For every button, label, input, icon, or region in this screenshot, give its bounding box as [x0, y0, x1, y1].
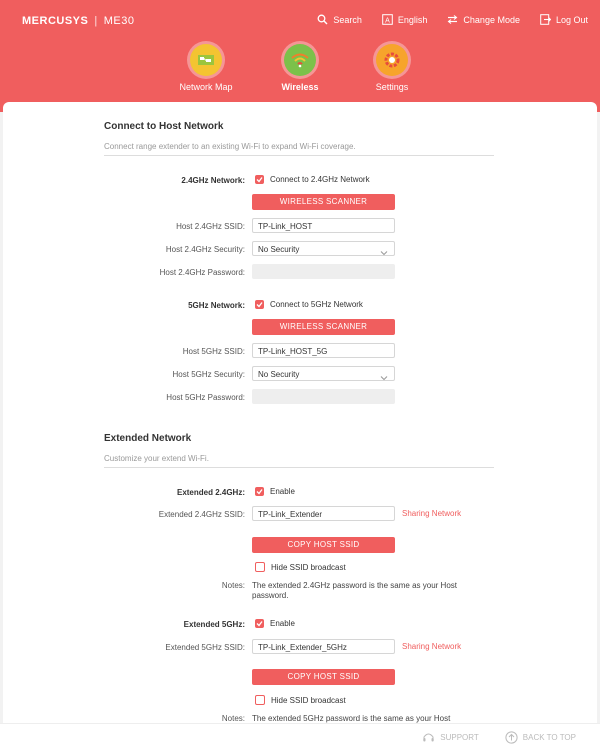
host-24-connect-label: Connect to 2.4GHz Network — [270, 175, 370, 184]
extended-5-notes-label: Notes: — [221, 714, 245, 723]
extended-section-subtitle: Customize your extend Wi-Fi. — [104, 454, 209, 463]
checkbox-checked-icon — [255, 487, 264, 496]
extended-24-enable-label: Enable — [270, 487, 295, 496]
extended-5-notes-text: The extended 5GHz password is the same as your Host — [252, 714, 451, 723]
extended-24-label: Extended 2.4GHz: — [176, 488, 245, 497]
brand-logo — [22, 15, 134, 27]
checkbox-checked-icon — [255, 300, 264, 309]
host-5-security-select[interactable] — [252, 366, 395, 381]
host-5-ssid-label: Host 5GHz SSID: — [182, 347, 245, 356]
nav-settings[interactable] — [352, 44, 432, 92]
host-5-network-label: 5GHz Network: — [188, 301, 245, 310]
host-5-connect-label: Connect to 5GHz Network — [270, 300, 363, 309]
host-24-ssid-label: Host 2.4GHz SSID: — [176, 222, 245, 231]
change-mode-label: Change Mode — [463, 14, 520, 25]
nav-wireless-label: Wireless — [281, 82, 319, 92]
nav-network-map[interactable] — [166, 44, 246, 92]
host-5-ssid-input[interactable]: TP-Link_HOST_5G — [252, 343, 395, 358]
checkbox-unchecked-icon — [255, 695, 265, 705]
extended-5-label: Extended 5GHz: — [183, 620, 245, 629]
extended-5-hide-ssid-checkbox[interactable] — [255, 695, 346, 705]
top-links — [317, 14, 588, 25]
headset-icon — [422, 731, 435, 744]
extended-5-ssid-label: Extended 5GHz SSID: — [165, 643, 245, 652]
logout-label: Log Out — [555, 14, 588, 25]
logout-icon — [540, 14, 551, 25]
host-24-password-label: Host 2.4GHz Password: — [159, 268, 245, 277]
extended-24-notes-label: Notes: — [221, 581, 245, 590]
extended-5-copy-host-ssid-button[interactable]: COPY HOST SSID — [252, 669, 395, 685]
host-5-security-value: No Security — [258, 370, 300, 379]
extended-5-ssid-input[interactable]: TP-Link_Extender_5GHz — [252, 639, 395, 654]
host-section-subtitle: Connect range extender to an existing Wi-Fi to expand Wi-Fi coverage. — [104, 142, 356, 151]
extended-24-ssid-input[interactable]: TP-Link_Extender — [252, 506, 395, 521]
host-24-password-input[interactable] — [252, 264, 395, 279]
footer-bar — [0, 723, 600, 751]
checkbox-checked-icon — [255, 619, 264, 628]
language-label: English — [397, 14, 428, 25]
extended-24-enable-checkbox[interactable] — [255, 487, 295, 496]
host-5-password-label: Host 5GHz Password: — [166, 393, 245, 402]
checkbox-unchecked-icon — [255, 562, 265, 572]
chevron-down-icon — [380, 246, 388, 261]
host-24-wireless-scanner-button[interactable]: WIRELESS SCANNER — [252, 194, 395, 210]
host-5-password-input[interactable] — [252, 389, 395, 404]
host-24-ssid-input[interactable]: TP-Link_HOST — [252, 218, 395, 233]
support-link[interactable] — [422, 731, 479, 744]
host-section-title: Connect to Host Network — [104, 121, 224, 132]
header — [0, 0, 600, 112]
logout-link[interactable] — [540, 14, 588, 25]
extended-24-sharing-network-link[interactable]: Sharing Network — [402, 509, 462, 518]
arrow-up-circle-icon — [505, 731, 518, 744]
extended-section-title: Extended Network — [104, 433, 192, 444]
host-24-security-select[interactable] — [252, 241, 395, 256]
search-label: Search — [333, 14, 362, 25]
checkbox-checked-icon — [255, 175, 264, 184]
brand-name: MERCUSYS — [22, 15, 89, 27]
extended-divider — [104, 467, 494, 468]
extended-24-hide-ssid-checkbox[interactable] — [255, 562, 346, 572]
change-mode-link[interactable] — [447, 14, 520, 25]
change-mode-icon — [447, 14, 458, 25]
extended-24-hide-ssid-label: Hide SSID broadcast — [271, 562, 346, 572]
extended-5-sharing-network-link[interactable]: Sharing Network — [402, 642, 462, 651]
back-to-top-link[interactable] — [505, 731, 576, 744]
content-panel — [3, 102, 597, 751]
host-24-security-label: Host 2.4GHz Security: — [165, 245, 245, 254]
wireless-icon — [284, 44, 316, 76]
back-to-top-label: BACK TO TOP — [522, 733, 576, 742]
nav-network-map-label: Network Map — [179, 82, 233, 92]
chevron-down-icon — [380, 371, 388, 386]
host-5-connect-checkbox[interactable] — [255, 300, 363, 309]
model-name: ME30 — [103, 15, 135, 27]
host-24-network-label: 2.4GHz Network: — [181, 176, 245, 185]
extended-5-enable-label: Enable — [270, 619, 295, 628]
language-link[interactable] — [382, 14, 428, 25]
host-5-wireless-scanner-button[interactable]: WIRELESS SCANNER — [252, 319, 395, 335]
main-nav — [0, 44, 600, 104]
search-icon — [317, 14, 328, 25]
host-24-connect-checkbox[interactable] — [255, 175, 370, 184]
extended-24-ssid-label: Extended 2.4GHz SSID: — [158, 510, 245, 519]
extended-24-notes-text: The extended 2.4GHz password is the same as your Host password. — [252, 581, 457, 600]
brand-separator: | — [94, 15, 98, 27]
network-map-icon — [190, 44, 222, 76]
nav-wireless[interactable] — [260, 44, 340, 92]
host-24-security-value: No Security — [258, 245, 300, 254]
language-icon — [382, 14, 393, 25]
settings-gear-icon — [376, 44, 408, 76]
extended-24-copy-host-ssid-button[interactable]: COPY HOST SSID — [252, 537, 395, 553]
search-link[interactable] — [317, 14, 362, 25]
extended-5-enable-checkbox[interactable] — [255, 619, 295, 628]
support-label: SUPPORT — [440, 733, 479, 742]
extended-5-hide-ssid-label: Hide SSID broadcast — [271, 695, 346, 705]
svg-text:A: A — [385, 17, 390, 25]
host-divider — [104, 155, 494, 156]
host-5-security-label: Host 5GHz Security: — [172, 370, 245, 379]
nav-settings-label: Settings — [375, 82, 409, 92]
